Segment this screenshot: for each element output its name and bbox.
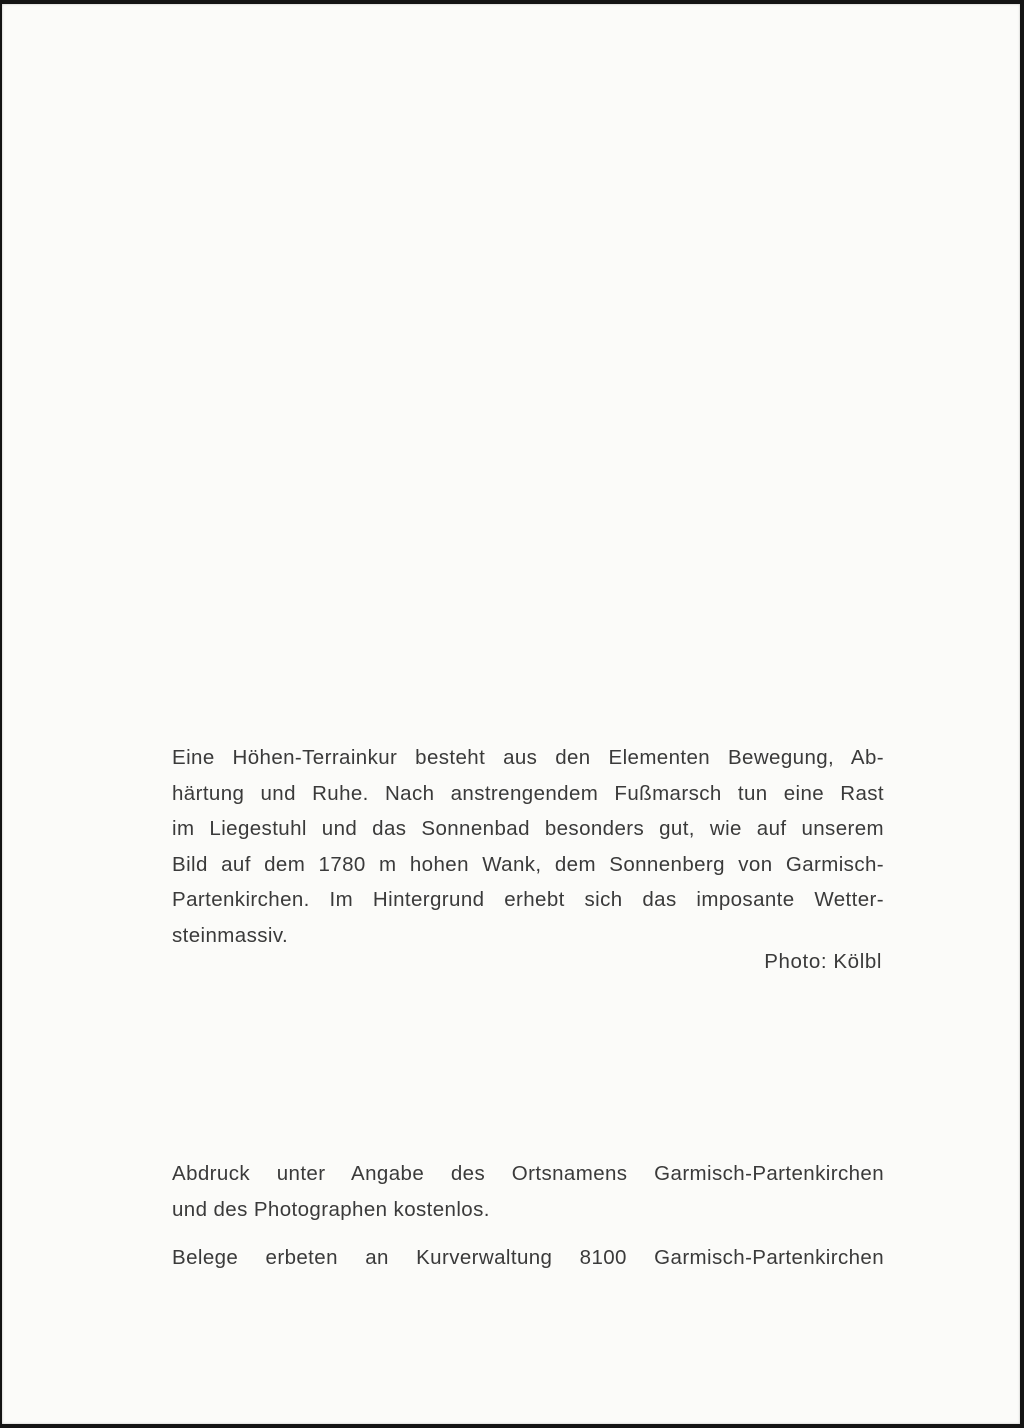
reprint-line-1: Abdruck unter Angabe des Ortsnamens Garmisch-Partenkirchen [172,1162,884,1185]
reprint-notice [172,1156,884,1227]
caption-paragraph [172,740,884,953]
photo-back-card [2,4,1020,1424]
photo-credit: Photo: Kölbl [764,950,882,973]
caption-line-2: härtung und Ruhe. Nach anstrengendem Fußmarsch tun eine Rast [172,781,884,805]
proof-request [172,1240,884,1276]
reprint-line-2: und des Photographen kostenlos. [172,1197,490,1221]
caption-line-4: Bild auf dem 1780 m hohen Wank, dem Sonnenberg von Garmisch- [172,852,884,876]
caption-line-6: steinmassiv. [172,923,289,947]
caption-line-1: Eine Höhen-Terrainkur besteht aus den Elementen Bewegung, Ab- [172,746,884,769]
caption-line-3: im Liegestuhl und das Sonnenbad besonders gut, wie auf unserem [172,817,884,840]
caption-line-5: Partenkirchen. Im Hintergrund erhebt sich das imposante Wetter- [172,888,884,911]
proof-request-line: Belege erbeten an Kurverwaltung 8100 Garmisch-Partenkirchen [172,1246,884,1269]
